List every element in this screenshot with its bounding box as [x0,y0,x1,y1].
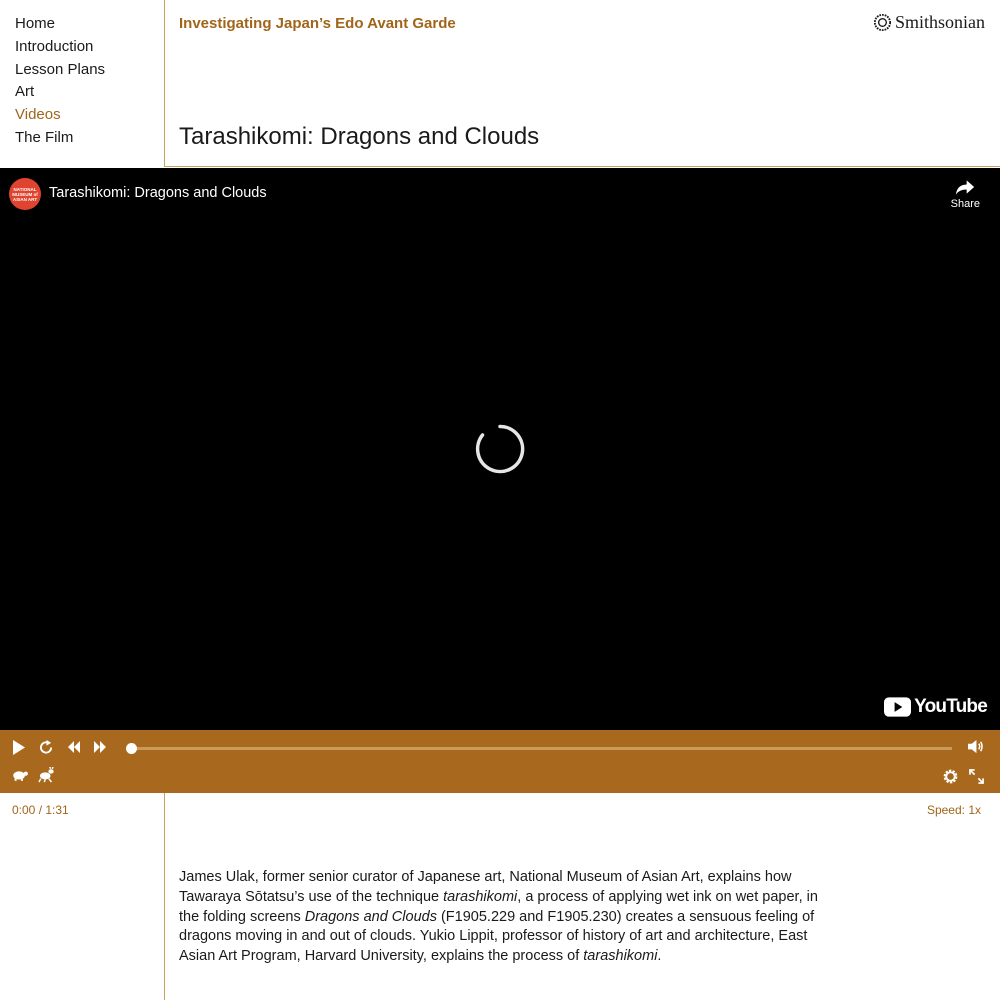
logo-text: Smithsonian [894,12,985,32]
description-text-3: (F1905.229 and F1905.230) creates a sensuous feeling of dragons moving in and out of clouds. Yukio Lippit, professor of history of art and architecture, East Asian Art Program, Harvard University, explains the process of [179,908,815,965]
youtube-wordmark: YouTube [914,696,987,717]
nav-item-the-film[interactable]: The Film [15,128,74,146]
fullscreen-button[interactable] [966,766,986,786]
play-button[interactable] [10,738,28,756]
replay-icon [39,740,54,755]
video-description [179,868,829,967]
youtube-logo[interactable] [884,696,987,718]
progress-track[interactable] [131,747,952,750]
settings-button[interactable] [940,766,960,786]
share-button[interactable] [951,178,980,210]
replay-button[interactable] [37,738,55,756]
sunburst-icon [874,14,891,31]
share-label: Share [950,198,980,210]
site-title-link[interactable]: Investigating Japan’s Edo Avant Garde [179,15,456,32]
nav-item-introduction[interactable]: Introduction [15,37,94,55]
nav-item-art[interactable]: Art [15,83,35,101]
fast-forward-icon [93,741,107,753]
faster-icon [38,767,56,783]
player-controls [0,730,1000,793]
rewind-icon [67,741,81,753]
nav-item-videos[interactable]: Videos [15,106,61,124]
video-info [0,793,1000,1000]
description-artwork-title: Dragons and Clouds [304,908,437,925]
nav-item-home[interactable]: Home [15,15,56,32]
fast-forward-button[interactable] [91,738,109,756]
channel-avatar-text: NATIONAL MUSEUM of ASIAN ART [12,186,38,202]
description-text-1: James Ulak, former senior curator of Japanese art, National Museum of Asian Art, explains how Tawaraya Sōtatsu’s use of the technique [179,869,792,905]
youtube-play-icon [884,697,911,717]
description-text-2: , a process of applying wet ink on wet paper, in the folding screens [179,888,818,925]
nav-item-lesson-plans[interactable]: Lesson Plans [15,60,106,78]
settings-icon [942,768,959,785]
below-left-column [0,793,165,1000]
progress-thumb[interactable] [126,743,137,754]
page-title: Tarashikomi: Dragons and Clouds [179,123,540,150]
fullscreen-icon [969,769,984,784]
share-icon [955,178,975,196]
sidebar-nav [0,0,165,167]
time-display: 0:00 / 1:31 [12,803,69,817]
play-icon [12,740,26,755]
smithsonian-logo[interactable] [874,12,985,33]
description-text-4: . [657,948,662,965]
channel-avatar[interactable] [9,178,41,210]
description-term-2: tarashikomi [583,948,658,965]
volume-button[interactable] [965,737,985,755]
volume-icon [967,739,984,754]
loading-spinner-icon [475,424,525,474]
faster-button[interactable] [37,765,57,784]
rewind-button[interactable] [65,738,83,756]
description-term-1: tarashikomi [443,888,518,905]
slower-icon [11,768,29,782]
slower-button[interactable] [10,766,30,784]
speed-display[interactable]: Speed: 1x [926,803,981,817]
page-header [165,0,1000,167]
video-player[interactable] [0,168,1000,730]
video-title[interactable]: Tarashikomi: Dragons and Clouds [49,185,267,201]
